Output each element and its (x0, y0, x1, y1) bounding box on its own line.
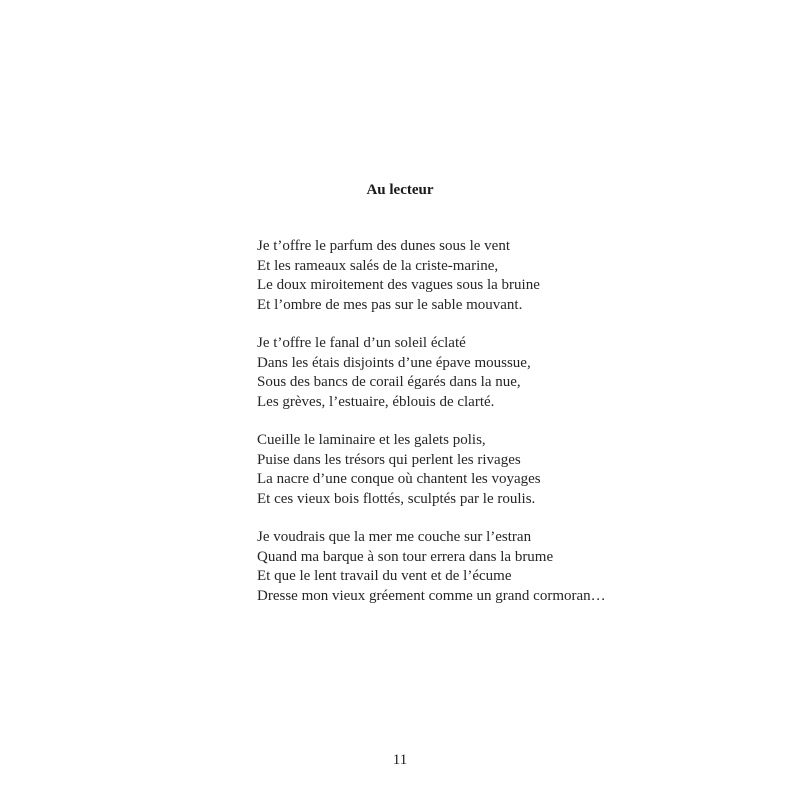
poem-line: Les grèves, l’estuaire, éblouis de clarté. (257, 393, 495, 410)
poem-line: Dans les étais disjoints d’une épave moussue, (257, 354, 531, 371)
poem-line: Et les rameaux salés de la criste-marine, (257, 257, 499, 274)
stanza-4 (257, 528, 697, 606)
poem-line: Sous des bancs de corail égarés dans la nue, (257, 374, 521, 390)
poem-line: Je voudrais que la mer me couche sur l’estran (257, 529, 532, 545)
poem-line: Je t’offre le parfum des dunes sous le vent (257, 238, 510, 254)
stanza-2 (257, 334, 697, 412)
poem-line: Le doux miroitement des vagues sous la bruine (257, 277, 540, 293)
stanza-3 (257, 431, 697, 509)
page-number: 11 (392, 752, 408, 768)
poem-line: Cueille le laminaire et les galets polis, (257, 432, 486, 448)
poem-line: Et ces vieux bois flottés, sculptés par le roulis. (257, 490, 536, 507)
poem-line: Je t’offre le fanal d’un soleil éclaté (257, 335, 466, 351)
stanza-1 (257, 237, 697, 315)
poem-line: Et que le lent travail du vent et de l’écume (257, 568, 512, 584)
poem-line: La nacre d’une conque où chantent les voyages (257, 471, 541, 487)
poem-title: Au lecteur (366, 182, 434, 198)
poem-line: Puise dans les trésors qui perlent les rivages (257, 451, 521, 468)
poem-body (257, 237, 697, 625)
poem-line: Et l’ombre de mes pas sur le sable mouvant. (257, 296, 523, 313)
poem-line: Dresse mon vieux gréement comme un grand cormoran… (257, 587, 606, 604)
poem-line: Quand ma barque à son tour errera dans la brume (257, 548, 554, 565)
